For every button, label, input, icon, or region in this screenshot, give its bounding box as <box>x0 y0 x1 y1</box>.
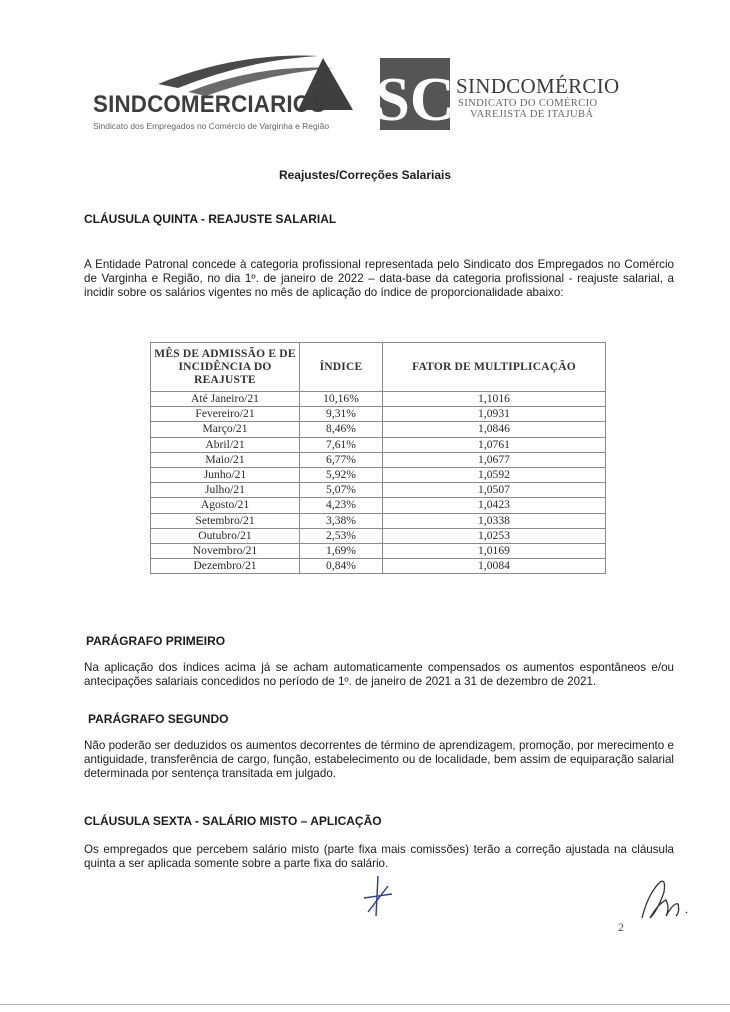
sc-monogram-text: SC <box>375 66 455 134</box>
page-bottom-edge <box>0 1004 730 1005</box>
table-row <box>151 559 606 574</box>
cell-index: 7,61% <box>300 437 383 452</box>
cell-factor: 1,0677 <box>383 452 606 467</box>
table-row <box>151 407 606 422</box>
table-row <box>151 422 606 437</box>
cell-month: Até Janeiro/21 <box>151 392 300 407</box>
cell-index: 8,46% <box>300 422 383 437</box>
cell-index: 0,84% <box>300 559 383 574</box>
cell-month: Agosto/21 <box>151 498 300 513</box>
table-row <box>151 437 606 452</box>
sindcomerciarios-logo <box>88 44 363 139</box>
cell-factor: 1,0931 <box>383 407 606 422</box>
cell-month: Maio/21 <box>151 452 300 467</box>
paragraph1-title: PARÁGRAFO PRIMEIRO <box>86 634 226 648</box>
table-body <box>151 392 606 574</box>
handwritten-signature <box>636 874 696 924</box>
cell-index: 10,16% <box>300 392 383 407</box>
cell-month: Setembro/21 <box>151 513 300 528</box>
cell-index: 9,31% <box>300 407 383 422</box>
paragraph2-title: PARÁGRAFO SEGUNDO <box>88 712 229 726</box>
cell-month: Dezembro/21 <box>151 559 300 574</box>
header-month: MÊS DE ADMISSÃO E DE INCIDÊNCIA DO REAJUSTE <box>151 343 300 392</box>
header-index: ÍNDICE <box>300 343 383 392</box>
cell-factor: 1,1016 <box>383 392 606 407</box>
cell-factor: 1,0169 <box>383 543 606 558</box>
cell-factor: 1,0338 <box>383 513 606 528</box>
cell-index: 1,69% <box>300 543 383 558</box>
cell-factor: 1,0761 <box>383 437 606 452</box>
cell-month: Julho/21 <box>151 483 300 498</box>
section-heading: Reajustes/Correções Salariais <box>278 168 452 182</box>
table-row <box>151 392 606 407</box>
left-logo-wordmark: SINDCOMERCIARIOS <box>93 91 326 118</box>
sindcomercio-logo <box>375 58 640 134</box>
initials-signature <box>358 872 398 920</box>
paragraph2-text: Não poderão ser deduzidos os aumentos decorrentes de término de aprendizagem, promoção, por merecimento e antiguidade, transferência de cargo, função, estabelecimento ou de localidade, bem assim de equiparação salarial determinada por sentença transitada em julgado. <box>84 739 674 781</box>
cell-month: Junho/21 <box>151 467 300 482</box>
cell-month: Fevereiro/21 <box>151 407 300 422</box>
cell-index: 3,38% <box>300 513 383 528</box>
page-number: 2 <box>618 920 624 934</box>
table-row <box>151 528 606 543</box>
table-row <box>151 483 606 498</box>
table-row <box>151 452 606 467</box>
left-logo-tagline: Sindicato dos Empregados no Comércio de Varginha e Região <box>93 121 330 131</box>
paragraph1-text: Na aplicação dos índices acima já se acham automaticamente compensados os aumentos espontâneos e/ou antecipações salariais concedidos no período de 1º. de janeiro de 2021 a 31 de dezembro de 2021. <box>84 661 674 689</box>
cell-month: Abril/21 <box>151 437 300 452</box>
adjustment-table <box>150 342 606 574</box>
cell-month: Março/21 <box>151 422 300 437</box>
right-logo-subtitle-1: SINDICATO DO COMÉRCIO <box>458 98 598 109</box>
cell-factor: 1,0846 <box>383 422 606 437</box>
clause6-title: CLÁUSULA SEXTA - SALÁRIO MISTO – APLICAÇÃO <box>84 814 382 828</box>
cell-factor: 1,0084 <box>383 559 606 574</box>
table-header-row <box>151 343 606 392</box>
cell-factor: 1,0423 <box>383 498 606 513</box>
cell-index: 4,23% <box>300 498 383 513</box>
cell-factor: 1,0253 <box>383 528 606 543</box>
cell-month: Novembro/21 <box>151 543 300 558</box>
clause5-title: CLÁUSULA QUINTA - REAJUSTE SALARIAL <box>84 212 337 226</box>
cell-index: 6,77% <box>300 452 383 467</box>
table-row <box>151 513 606 528</box>
cell-factor: 1,0592 <box>383 467 606 482</box>
right-logo-subtitle-2: VAREJISTA DE ITAJUBÁ <box>470 109 594 120</box>
table-row <box>151 498 606 513</box>
cell-month: Outubro/21 <box>151 528 300 543</box>
right-logo-name: SINDCOMÉRCIO <box>456 74 620 98</box>
header-factor: FATOR DE MULTIPLICAÇÃO <box>383 343 606 392</box>
table-row <box>151 543 606 558</box>
sc-monogram <box>375 58 455 134</box>
cell-index: 5,07% <box>300 483 383 498</box>
cell-index: 5,92% <box>300 467 383 482</box>
clause6-text: Os empregados que percebem salário misto (parte fixa mais comissões) terão a correção ajustada na cláusula quinta a ser aplicada somente sobre a parte fixa do salário. <box>84 843 674 871</box>
table-row <box>151 467 606 482</box>
cell-factor: 1,0507 <box>383 483 606 498</box>
clause5-text: A Entidade Patronal concede à categoria profissional representada pelo Sindicato dos Empregados no Comércio de Varginha e Região, no dia 1º. de janeiro de 2022 – data-base da categoria profissional - reajuste salarial, a incidir sobre os salários vigentes no mês de aplicação do índice de proporcionalidade abaixo: <box>84 258 674 300</box>
cell-index: 2,53% <box>300 528 383 543</box>
